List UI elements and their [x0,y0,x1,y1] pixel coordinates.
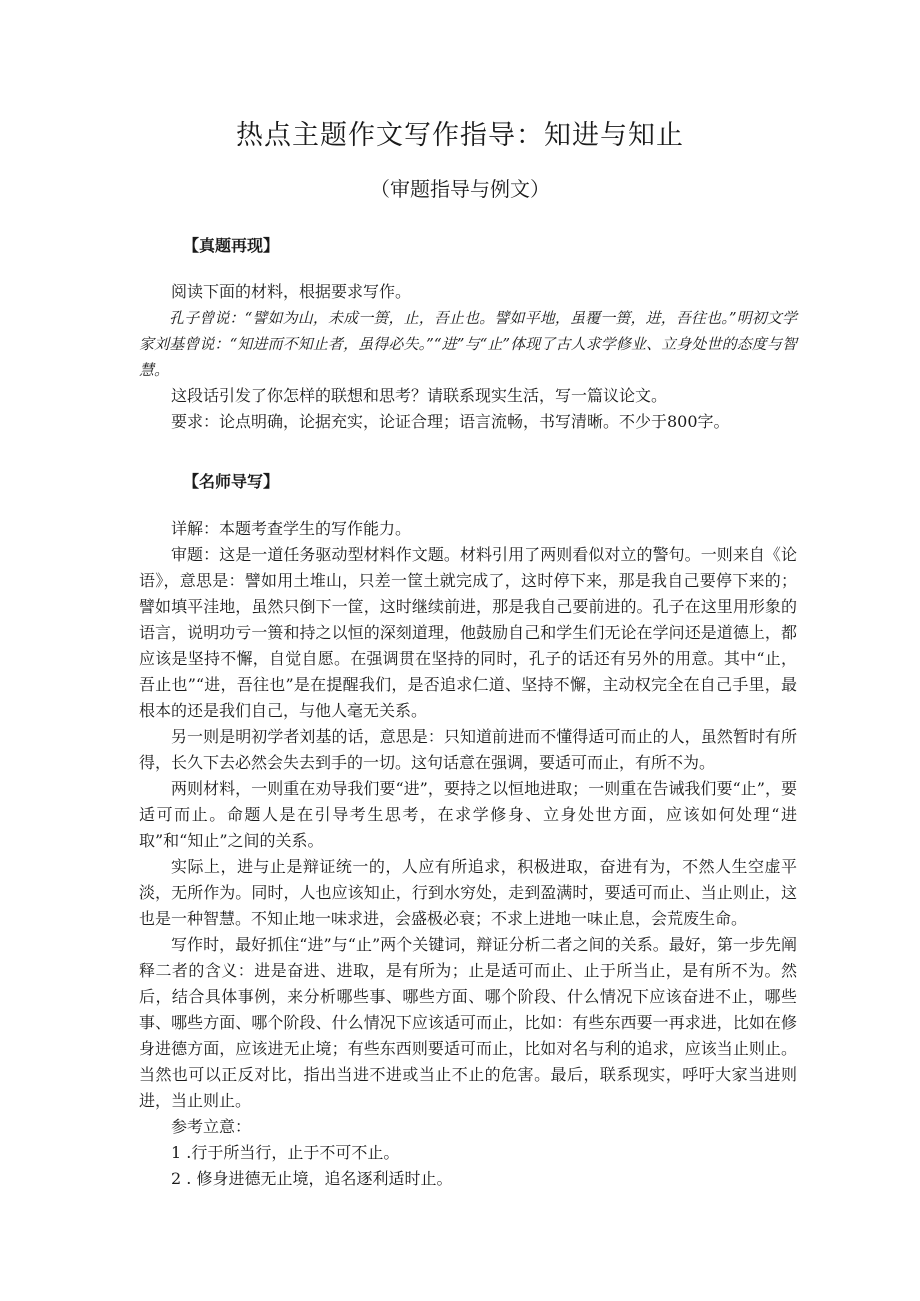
paragraph: 参考立意： [171,1117,252,1136]
list-item: 2 . 修身进德无止境，追名逐利适时止。 [171,1169,453,1188]
paragraph: 两则材料，一则重在劝导我们要“进”，要持之以恒地进取；一则重在告诫我们要“止”，要适可而止。命题人是在引导考生思考，在求学修身、立身处世方面，应该如何处理“进取”和“知止”之间的关系。 [139,779,797,850]
paragraph: 阅读下面的材料，根据要求写作。 [171,282,412,301]
quote-paragraph: 孔子曾说：“譬如为山，未成一篑，止，吾止也。譬如平地，虽覆一篑，进，吾往也。”明初文学家刘基曾说：“知进而不知止者，虽得必失。”“进”与“止”体现了古人求学修业、立身处世的态度与智慧。 [139,309,797,379]
paragraph: 这段话引发了你怎样的联想和思考？请联系现实生活，写一篇议论文。 [171,386,668,405]
paragraph: 另一则是明初学者刘基的话，意思是：只知道前进而不懂得适可而止的人，虽然暂时有所得，长久下去必然会失去到手的一切。这句话意在强调，要适可而止，有所不为。 [139,727,797,772]
document-subtitle: （审题指导与例文） [370,177,550,201]
list-item: 1 .行于所当行，止于不可不止。 [171,1143,400,1162]
paragraph: 详解：本题考查学生的写作能力。 [171,519,412,538]
section-heading-guide: 【名师导写】 [183,472,280,491]
document-title: 热点主题作文写作指导：知进与知止 [236,120,684,151]
section-body-guide [139,516,797,1192]
paragraph: 写作时，最好抓住“进”与“止”两个关键词，辩证分析二者之间的关系。最好，第一步先阐释二者的含义：进是奋进、进取，是有所为；止是适可而止、止于所当止，是有所不为。然后，结合具体事例，来分析哪些事、哪些方面、哪个阶段、什么情况下应该奋进不止，哪些事、哪些方面、哪个阶段、什么情况下应该适可而止，比如：有些东西要一再求进，比如在修身进德方面，应该进无止境；有些东西则要适可而止，比如对名与利的追求，应该当止则止。当然也可以正反对比，指出当进不进或当止不止的危害。最后，联系现实，呼吁大家当进则进，当止则止。 [139,935,797,1110]
paragraph: 实际上，进与止是辩证统一的，人应有所追求，积极进取，奋进有为，不然人生空虚平淡，无所作为。同时，人也应该知止，行到水穷处，走到盈满时，要适可而止、当止则止，这也是一种智慧。不知止地一味求进，会盛极必衰；不求上进地一味止息，会荒废生命。 [139,857,797,928]
paragraph: 要求：论点明确，论据充实，论证合理；语言流畅，书写清晰。不少于800字。 [171,412,730,431]
paragraph: 审题：这是一道任务驱动型材料作文题。材料引用了两则看似对立的警句。一则来自《论语》，意思是：譬如用土堆山，只差一筐土就完成了，这时停下来，那是我自己要停下来的；譬如填平洼地，虽然只倒下一筐，这时继续前进，那是我自己要前进的。孔子在这里用形象的语言，说明功亏一篑和持之以恒的深刻道理，他鼓励自己和学生们无论在学问还是道德上，都应该是坚持不懈，自觉自愿。在强调贯在坚持的同时，孔子的话还有另外的用意。其中“止，吾止也”“进，吾往也”是在提醒我们，是否追求仁道、坚持不懈，主动权完全在自己手里，最根本的还是我们自己，与他人毫无关系。 [139,545,797,720]
section-body-exam [139,279,797,435]
section-heading-exam: 【真题再现】 [183,236,280,255]
